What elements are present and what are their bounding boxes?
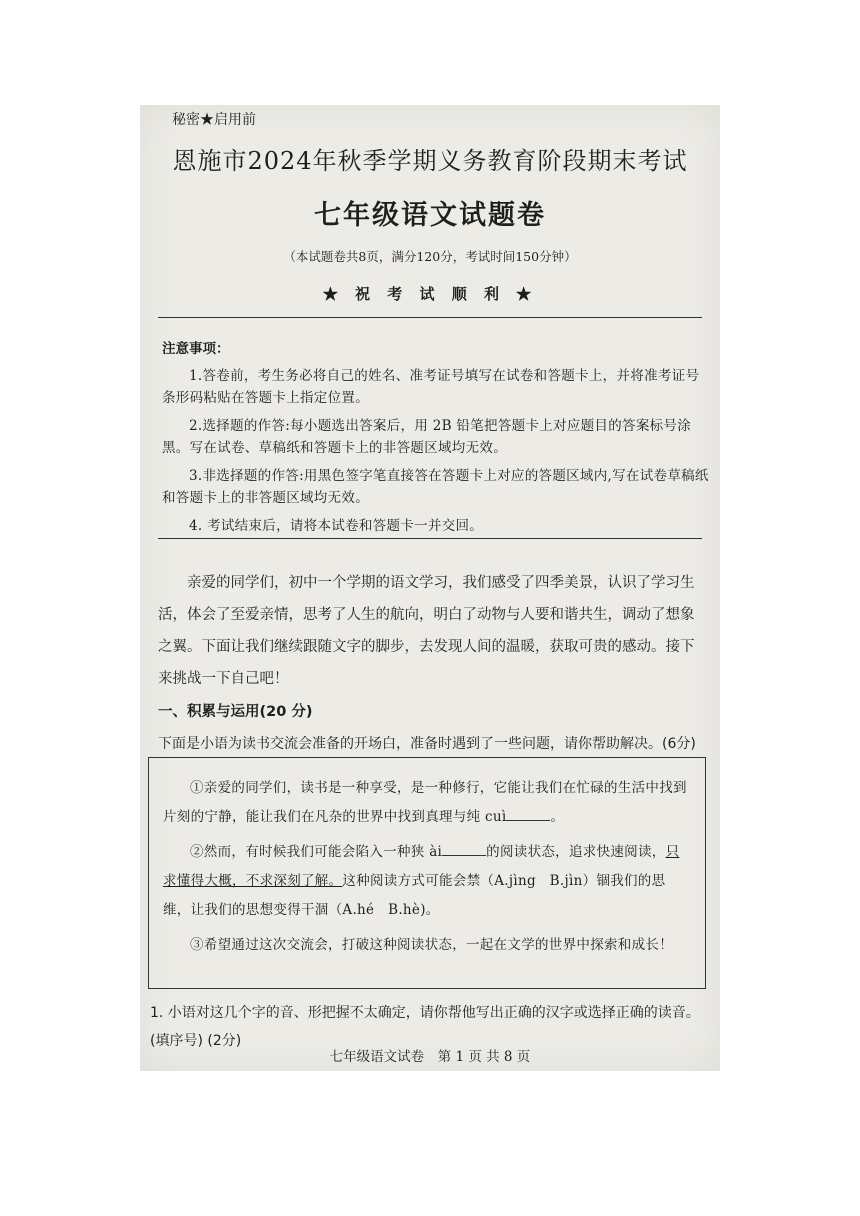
passage-paragraph: ③希望通过这次交流会，打破这种阅读状态，一起在文学的世界中探索和成长！ — [190, 937, 673, 953]
page-footer: 七年级语文试卷 第 1 页 共 8 页 — [329, 1049, 531, 1065]
good-luck-banner: ★ 祝 考 试 顺 利 ★ — [322, 285, 538, 303]
notice-item: 3.非选择题的作答:用黑色签字笔直接答在答题卡上对应的答题区域内,写在试卷草稿纸和答题卡上的非答题区域均无效。 — [162, 468, 709, 506]
intro-text: 亲爱的同学们，初中一个学期的语文学习，我们感受了四季美景，认识了学习生活，体会了至爱亲情，思考了人生的航向，明白了动物与人要和谐共生，调动了想象之翼。下面让我们继续跟随文字的脚步，去发现人间的温暖，获取可贵的感动。接下来挑战一下自己吧！ — [158, 575, 695, 687]
passage-box — [148, 757, 706, 989]
intro-paragraph — [158, 567, 706, 695]
passage-paragraph — [163, 838, 691, 925]
notice-section — [162, 337, 710, 543]
passage-text: 的阅读状态，追求快速阅读， — [486, 844, 666, 860]
exam-info: （本试题卷共8页，满分120分，考试时间150分钟） — [283, 249, 577, 264]
exam-subtitle: 七年级语文试题卷 — [314, 200, 546, 231]
notice-item: 2.选择题的作答:每小题选出答案后，用 2B 铅笔把答题卡上对应题目的答案标号涂黑。写在试卷、草稿纸和答题卡上的非答题区域均无效。 — [162, 418, 692, 456]
section-title: 一、积累与运用(20 分) — [158, 704, 313, 720]
divider — [158, 317, 702, 318]
notice-item: 1.答卷前，考生务必将自己的姓名、准考证号填写在试卷和答题卡上，并将准考证号条形码粘贴在答题卡上指定位置。 — [162, 368, 700, 406]
fill-blank — [506, 806, 550, 821]
notice-item: 4. 考试结束后，请将本试卷和答题卡一并交回。 — [189, 518, 484, 534]
question-lead: 下面是小语为读书交流会准备的开场白，准备时遇到了一些问题，请你帮助解决。(6分) — [158, 736, 696, 752]
divider — [158, 538, 702, 539]
notice-title: 注意事项： — [162, 341, 230, 357]
exam-paper — [140, 105, 720, 1071]
secret-label: 秘密★启用前 — [172, 112, 256, 128]
passage-text: 这种阅读方式可能会禁（A.jìng B.jìn）锢我们的思维，让我们的思想变得干涸（A.hé B.hè)。 — [163, 873, 666, 918]
passage-text: ①亲爱的同学们，读书是一种享受，是一种修行，它能让我们在忙碌的生活中找到片刻的宁静，能让我们在凡杂的世界中找到真理与纯 cuì — [163, 780, 687, 825]
exam-title: 恩施市2024年秋季学期义务教育阶段期末考试 — [172, 147, 688, 175]
underlined-text: 只求懂得大概，不求深刻了解。 — [163, 844, 680, 889]
passage-text: ②然而，有时候我们可能会陷入一种狭 ài — [190, 844, 443, 860]
passage-text: 。 — [550, 809, 565, 825]
passage-paragraph — [163, 774, 691, 832]
question-1: 1. 小语对这几个字的音、形把握不太确定，请你帮他写出正确的汉字或选择正确的读音。(填序号) (2分) — [150, 1005, 700, 1049]
fill-blank — [442, 841, 486, 856]
